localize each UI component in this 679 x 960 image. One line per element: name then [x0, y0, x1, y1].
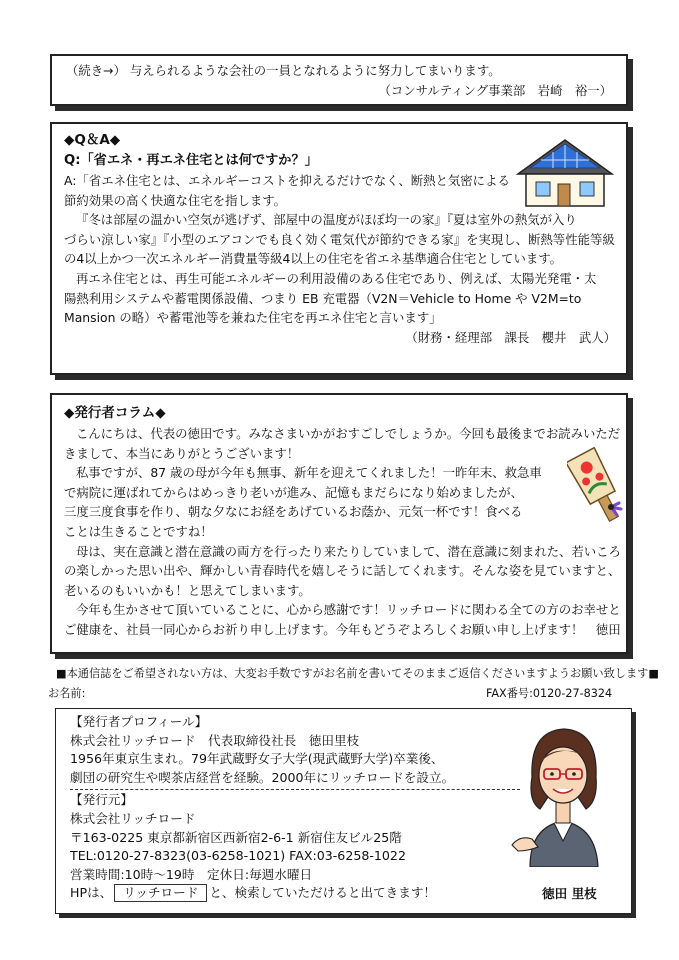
publisher-line: 営業時間:10時～19時 定休日:毎週水曜日 [70, 866, 313, 882]
profile-line: 1956年東京生まれ。79年武蔵野女子大学(現武蔵野大学)卒業後、 [70, 751, 444, 767]
solar-house-illustration [514, 136, 616, 208]
column-heading: ◆発行者コラム◆ [64, 405, 166, 421]
continuation-box [50, 54, 628, 106]
profile-line: 劇団の研究生や喫茶店経営を経験。2000年にリッチロードを設立。 [70, 769, 455, 785]
president-name: 徳田 里枝 [542, 886, 597, 901]
name-label: お名前: [48, 687, 86, 700]
qa-box [50, 122, 628, 375]
fax-number: FAX番号:0120-27-8324 [486, 687, 613, 700]
qa-answer-line: の4以上かつ一次エネルギー消費量等級4以上の住宅を省エネ基準適合住宅としています。 [64, 251, 563, 267]
column-line: きまして、本当にありがとうございます！ [64, 445, 300, 461]
publisher-heading: 【発行元】 [70, 792, 133, 808]
column-line: ことは生きることですね！ [64, 523, 213, 539]
column-box [50, 393, 628, 654]
column-line: 三度三度食事を作り、朝な夕なにお経をあげているお蔭か、元気一杯です！食べる [64, 504, 523, 520]
qa-answer-line: Mansion の略）や蓄電池等を兼ねた住宅を再エネ住宅と言います」 [64, 310, 442, 326]
column-line: で病院に運ばれてからはめっきり老いが進み、記憶もまだらになり始めましたが、 [64, 484, 524, 500]
profile-heading: 【発行者プロフィール】 [70, 714, 208, 729]
column-line: 老いるのもいいかも！と思えてしまいます。 [64, 582, 311, 598]
qa-answer-line: 再エネ住宅とは、再生可能エネルギーの利用設備のある住宅であり、例えば、太陽光発電・太 [76, 270, 597, 286]
unsubscribe-notice: ■本通信誌をご希望されない方は、大変お手数ですがお名前を書いてそのままご返信くださいますようお願い致します■ [56, 667, 659, 680]
column-line: の楽しかった思い出や、輝かしい青春時代を嬉しそうに話してくれます。そんな姿を見ていますと、 [64, 563, 621, 579]
publisher-line: TEL:0120-27-8323(03-6258-1021) FAX:03-6258-1022 [70, 848, 406, 864]
qa-heading: ◆Q＆A◆ [64, 132, 121, 148]
qa-answer-line: づらい涼しい家』『小型のエアコンでも良く効く電気代が節約できる家』を実現し、断熱等性能等級 [64, 231, 615, 247]
qa-answer-line: A:「省エネ住宅とは、エネルギーコストを抑えるだけでなく、断熱と気密による [64, 173, 510, 188]
column-line: 私事ですが、87 歳の母が今年も無事、新年を迎えてくれました！一昨年末、救急車 [76, 465, 542, 481]
profile-line: 株式会社リッチロード 代表取締役社長 徳田里枝 [70, 732, 360, 748]
profile-box [55, 708, 632, 914]
publisher-line: 〒163-0225 東京都新宿区西新宿2-6-1 新宿住友ビル25階 [70, 829, 402, 845]
qa-signature: （財務・経理部 課長 櫻井 武人） [405, 329, 616, 345]
qa-answer-line: 陽熱利用システムや蓄電関係設備、つまり EB 充電器（V2N＝Vehicle to Home や V2M=to [64, 290, 582, 306]
continuation-signature: （コンサルティング事業部 岩崎 裕一） [378, 82, 612, 98]
hp-prefix: HPは、 [70, 885, 113, 901]
column-line: ご健康を、社員一同心からお祈り申し上げます。今年もどうぞよろしくお願い申し上げます！ 徳田 [64, 621, 621, 637]
president-portrait [508, 717, 618, 867]
column-line: こんにちは、代表の徳田です。みなさまいかがおすごしでしょうか。今回も最後までお読みいただ [76, 426, 621, 441]
hagoita-illustration [567, 447, 627, 527]
publisher-line: 株式会社リッチロード [70, 810, 196, 826]
section-divider [70, 789, 520, 790]
hp-search-line [70, 884, 617, 903]
qa-answer-line: 『冬は部屋の温かい空気が逃げず、部屋中の温度がほぼ均一の家』『夏は室外の熱気が入り [76, 212, 577, 228]
column-line: 今年も生かさせて頂いていることに、心から感謝です！リッチロードに関わる全ての方のお幸せと [76, 602, 621, 618]
qa-question: Q:「省エネ・再エネ住宅とは何ですか？」 [64, 153, 318, 168]
column-line: 母は、実在意識と潜在意識の両方を行ったり来たりしていまして、潜在意識に刻まれた、若いころ [76, 543, 621, 559]
continuation-text: （続き→） 与えられるような会社の一員となれるように努力してまいります。 [66, 63, 501, 78]
qa-answer-line: 節約効果の高く快適な住宅を指します。 [64, 192, 287, 208]
hp-suffix: と、検索していただけると出てきます！ [209, 885, 437, 901]
search-keyword-box: リッチロード [114, 884, 207, 902]
